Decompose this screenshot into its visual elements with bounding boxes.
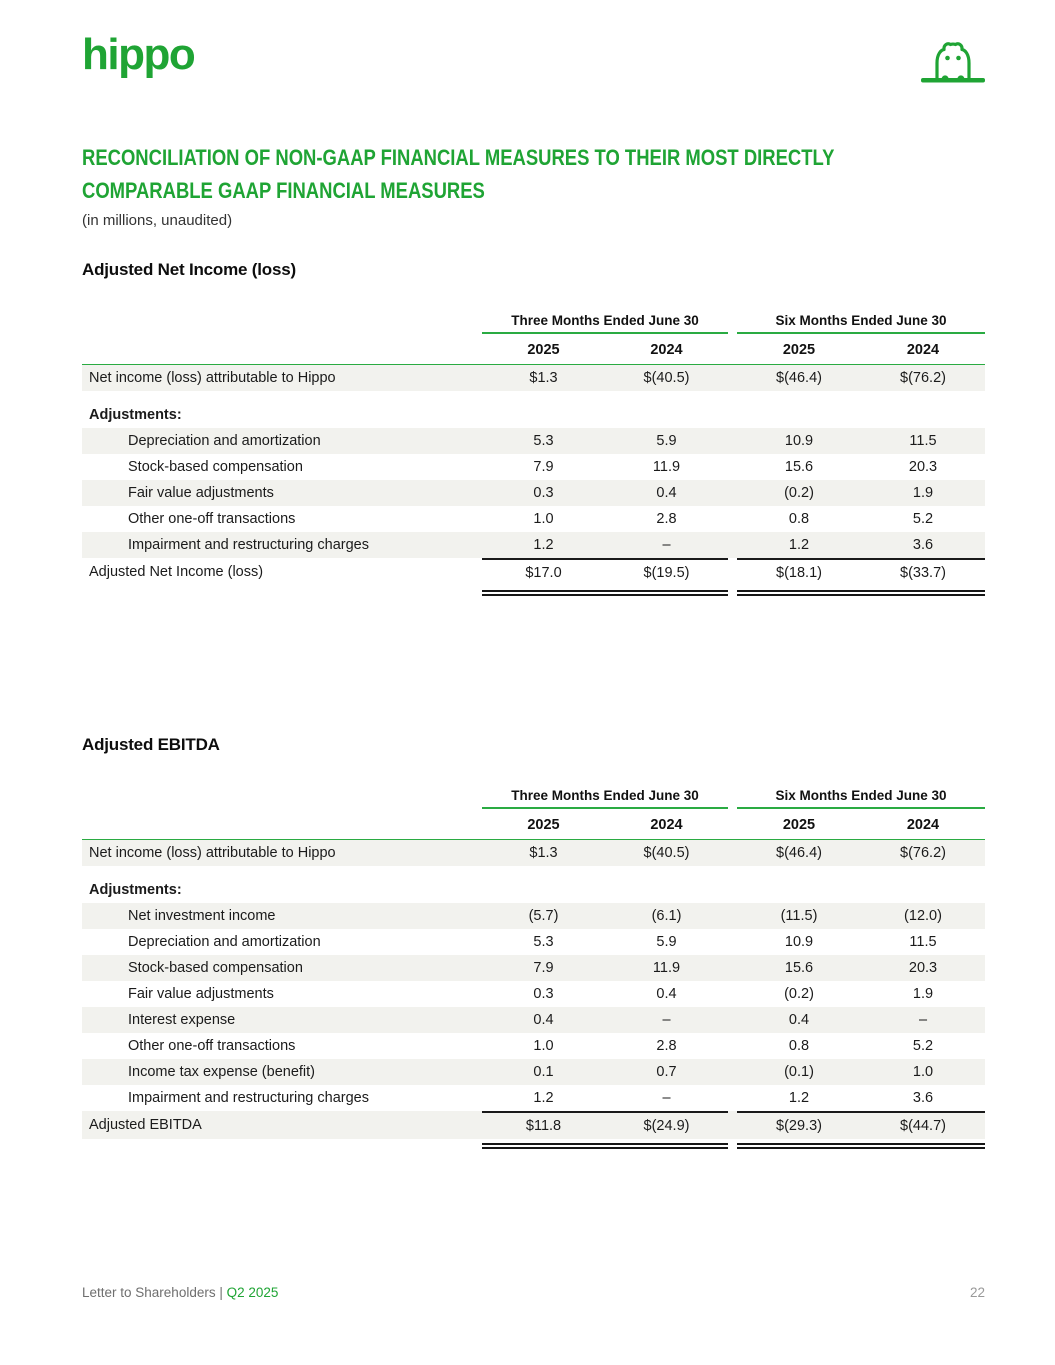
table-row [82,840,985,866]
value-group [737,929,985,955]
table-row [82,454,985,480]
year-header-row [82,814,985,839]
value-group [737,365,985,391]
double-rule-row [82,1139,985,1149]
value-cell: 3.6 [912,1090,934,1106]
value-cell: $(29.3) [776,1118,822,1134]
value-group [737,1059,985,1085]
column-group-label: Six Months Ended June 30 [775,788,947,803]
row-label: Depreciation and amortization [128,934,321,950]
footer-doc-label: Letter to Shareholders | [82,1285,227,1300]
value-cell: 0.3 [533,986,554,1002]
value-cell: – [662,537,671,553]
page-header [82,30,985,85]
value-cell: 0.4 [533,1012,554,1028]
year-header: 2024 [906,342,940,358]
row-label: Adjustments: [89,882,182,898]
year-header: 2024 [650,817,683,833]
value-group [482,955,728,981]
page-title [82,141,985,207]
value-cell: $(40.5) [643,845,690,861]
table-section-row [82,866,985,903]
row-label: Net investment income [128,908,276,924]
year-header: 2025 [527,817,560,833]
value-cell: 11.5 [909,934,937,950]
value-cell: 1.9 [912,485,934,501]
value-cell: 0.4 [656,986,677,1002]
value-group [482,840,728,866]
value-group [482,1059,728,1085]
column-group-six-months [737,313,985,334]
value-group [737,558,985,586]
column-group-three-months [482,788,728,809]
value-cell: 5.9 [656,433,677,449]
adjusted-ebitda-table [82,735,985,1149]
year-header: 2025 [782,817,816,833]
value-cell: $(76.2) [900,845,946,861]
value-cell: $(44.7) [900,1118,946,1134]
value-cell: 0.8 [788,511,810,527]
row-label: Stock-based compensation [128,960,303,976]
row-label: Other one-off transactions [128,511,296,527]
value-cell: 11.9 [652,960,681,976]
table-row [82,981,985,1007]
value-cell: (5.7) [528,908,559,924]
double-rule-row [82,586,985,596]
value-cell: 20.3 [908,459,938,475]
value-cell: 11.9 [652,459,681,475]
row-label: Adjusted EBITDA [89,1117,202,1133]
value-cell: 1.2 [788,537,810,553]
value-group [737,506,985,532]
year-header: 2024 [650,342,683,358]
value-cell: $(46.4) [776,370,822,386]
table-body [82,839,985,1149]
value-cell: (12.0) [904,908,942,924]
value-group [737,955,985,981]
value-group [737,480,985,506]
column-group-header-row [82,788,985,809]
table-row [82,428,985,454]
column-group-three-months [482,313,728,334]
column-group-label: Six Months Ended June 30 [775,313,947,328]
column-group-label: Three Months Ended June 30 [511,788,699,803]
year-header: 2025 [782,342,816,358]
header-spacer [82,313,482,334]
value-cell: 1.0 [912,1064,934,1080]
value-cell: 5.3 [533,934,554,950]
value-cell: 11.5 [909,433,937,449]
table-heading: Adjusted Net Income (loss) [82,260,296,279]
value-cell: – [662,1090,671,1106]
value-group [737,903,985,929]
header-spacer [82,788,482,809]
table-row [82,1085,985,1111]
table-row [82,506,985,532]
value-group [737,532,985,558]
value-cell: 0.8 [788,1038,810,1054]
row-label: Adjusted Net Income (loss) [89,564,264,580]
table-row [82,1059,985,1085]
column-group-header-row [82,313,985,334]
table-header [82,788,985,839]
value-group [482,558,728,586]
value-group [737,1007,985,1033]
value-group [482,1111,728,1139]
value-cell: 1.0 [533,1038,554,1054]
row-label: Net income (loss) attributable to Hippo [89,845,336,861]
table-row [82,955,985,981]
value-group [737,981,985,1007]
year-group [482,814,728,836]
value-cell: $(18.1) [776,565,822,581]
value-group [482,365,728,391]
value-group [482,1085,728,1111]
table-row [82,480,985,506]
value-cell: (0.2) [784,986,814,1002]
value-cell: (0.1) [784,1064,814,1080]
value-cell: $(24.9) [643,1118,690,1134]
table-body [82,364,985,596]
value-group [482,1033,728,1059]
value-cell: 2.8 [656,511,677,527]
value-cell: 1.2 [533,1090,554,1106]
value-cell: $(33.7) [900,565,946,581]
value-group [737,454,985,480]
value-group [482,903,728,929]
value-cell: 5.2 [912,511,934,527]
year-header: 2025 [527,342,560,358]
year-header-row [82,339,985,364]
value-group [737,1085,985,1111]
row-label: Impairment and restructuring charges [128,1090,369,1106]
column-group-label: Three Months Ended June 30 [511,313,699,328]
value-cell: 15.6 [784,459,814,475]
header-spacer [82,339,482,361]
year-header: 2024 [906,817,940,833]
value-group [482,929,728,955]
footer-text [82,1285,278,1300]
value-cell: 0.3 [533,485,554,501]
value-cell: 5.2 [912,1038,934,1054]
value-group [482,506,728,532]
value-cell: $(46.4) [776,845,822,861]
table-row [82,1033,985,1059]
value-cell: (11.5) [780,908,818,924]
value-cell: $(76.2) [900,370,946,386]
year-group [737,339,985,361]
row-label: Impairment and restructuring charges [128,537,369,553]
value-cell: 1.0 [533,511,554,527]
value-group [482,454,728,480]
double-rule [737,590,985,596]
row-label: Fair value adjustments [128,986,274,1002]
row-label: Income tax expense (benefit) [128,1064,315,1080]
value-group [482,480,728,506]
hippo-logo: hippo [82,30,195,79]
value-cell: 0.4 [656,485,677,501]
table-row [82,929,985,955]
value-cell: 3.6 [912,537,934,553]
page-title-line-2: COMPARABLE GAAP FINANCIAL MEASURES [82,178,485,203]
value-cell: (0.2) [784,485,814,501]
value-group [737,840,985,866]
value-cell: 5.3 [533,433,554,449]
table-heading: Adjusted EBITDA [82,735,220,754]
value-cell: – [918,1012,928,1028]
value-cell: $(19.5) [643,565,690,581]
value-cell: 0.1 [533,1064,554,1080]
value-cell: – [662,1012,671,1028]
table-row [82,532,985,558]
value-cell: 0.4 [788,1012,810,1028]
value-cell: 0.7 [656,1064,677,1080]
table-section-row [82,391,985,428]
value-cell: 1.2 [533,537,554,553]
table-total-row [82,558,985,586]
page-number: 22 [969,1285,985,1300]
table-header [82,313,985,364]
double-rule [482,1143,728,1149]
table-row [82,1007,985,1033]
row-label: Adjustments: [89,407,182,423]
value-cell: 1.9 [912,986,934,1002]
row-label: Depreciation and amortization [128,433,321,449]
value-group [482,981,728,1007]
adjusted-net-income-table [82,260,985,596]
value-cell: 5.9 [656,934,677,950]
value-cell: $(40.5) [643,370,690,386]
table-total-row [82,1111,985,1139]
value-cell: 2.8 [656,1038,677,1054]
row-label: Fair value adjustments [128,485,274,501]
double-rule [737,1143,985,1149]
row-label: Stock-based compensation [128,459,303,475]
row-label: Net income (loss) attributable to Hippo [89,370,336,386]
value-cell: 15.6 [784,960,814,976]
header-spacer [82,814,482,836]
value-cell: 1.2 [788,1090,810,1106]
value-cell: (6.1) [651,908,682,924]
value-cell: $11.8 [525,1118,562,1134]
value-cell: $17.0 [525,565,562,581]
value-cell: $1.3 [529,370,558,386]
year-group [482,339,728,361]
table-row [82,903,985,929]
table-row [82,365,985,391]
page-subtitle: (in millions, unaudited) [82,212,233,229]
footer-period: Q2 2025 [226,1285,279,1300]
page-title-line-1: RECONCILIATION OF NON-GAAP FINANCIAL MEASURES TO THEIR MOST DIRECTLY [82,145,835,170]
value-group [737,1033,985,1059]
value-cell: 7.9 [533,960,554,976]
column-group-six-months [737,788,985,809]
value-cell: 7.9 [533,459,554,475]
year-group [737,814,985,836]
value-cell: 10.9 [784,433,814,449]
row-label: Other one-off transactions [128,1038,296,1054]
value-group [737,1111,985,1139]
row-label: Interest expense [128,1012,236,1028]
value-group [482,532,728,558]
double-rule [482,590,728,596]
hippo-peeking-icon [921,37,985,90]
value-cell: 20.3 [908,960,938,976]
value-group [737,428,985,454]
page-footer [82,1285,985,1300]
value-group [482,428,728,454]
value-cell: $1.3 [529,845,558,861]
value-group [482,1007,728,1033]
value-cell: 10.9 [784,934,814,950]
